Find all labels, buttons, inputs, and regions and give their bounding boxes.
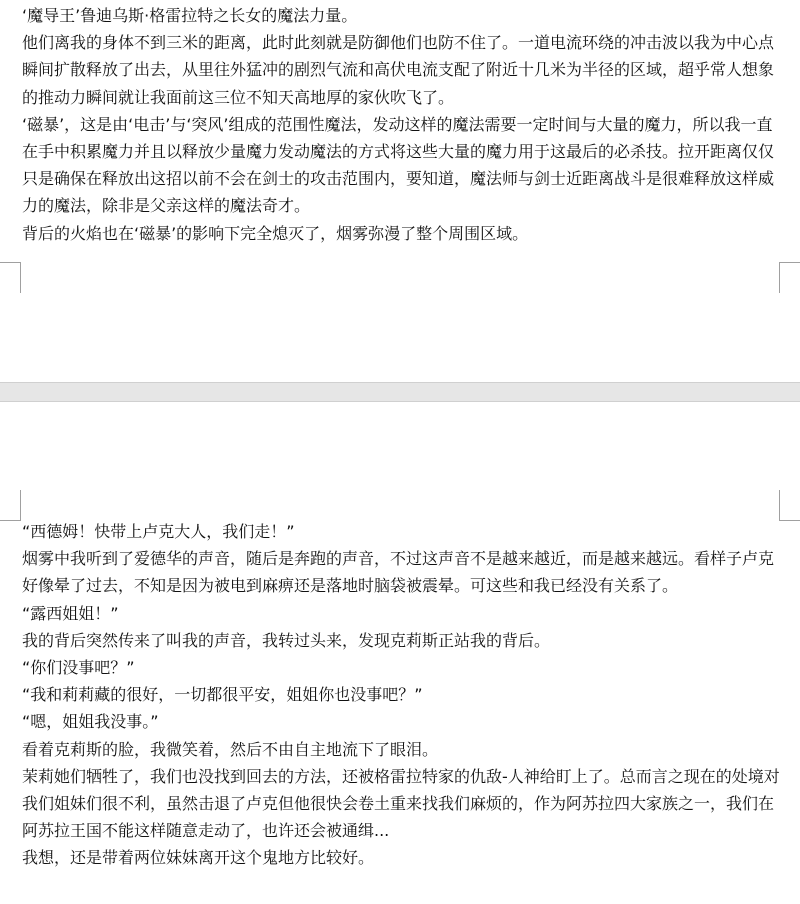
paragraph: “西德姆！快带上卢克大人，我们走！” (22, 522, 295, 541)
page-corner-mark-bottom-right (779, 262, 800, 293)
paragraph: 我想，还是带着两位妹妹离开这个鬼地方比较好。 (22, 848, 375, 868)
paragraph: 背后的火焰也在‘磁暴’的影响下完全熄灭了，烟雾弥漫了整个周围区域。 (22, 223, 529, 243)
document-page-1 (0, 0, 800, 382)
paragraph: 烟雾中我听到了爱德华的声音，随后是奔跑的声音，不过这声音不是越来越近，而是越来越远。看样子卢克好像晕了过去，不知是因为被电到麻痹还是落地时脑袋被震晕。可这些和我已经没有关系了。 (22, 549, 775, 596)
page-2-body[interactable] (22, 518, 782, 872)
paragraph: 看着克莉斯的脸，我微笑着，然后不由自主地流下了眼泪。 (22, 739, 439, 759)
paragraph: 茉莉她们牺牲了，我们也没找到回去的方法，还被格雷拉特家的仇敌-人神给盯上了。总而言之现在的处境对我们姐妹们很不利，虽然击退了卢克但他很快会卷土重来找我们麻烦的，作为阿苏拉四大家族之一，我们在阿苏拉王国不能这样随意走动了，也许还会被通缉... (22, 766, 780, 841)
paragraph: “我和莉莉藏的很好，一切都很平安，姐姐你也没事吧？” (22, 685, 423, 705)
paragraph: ‘魔导王’鲁迪乌斯·格雷拉特之长女的魔法力量。 (22, 6, 358, 25)
paragraph: 他们离我的身体不到三米的距离，此时此刻就是防御他们也防不住了。一道电流环绕的冲击波以我为中心点瞬间扩散释放了出去，从里往外猛冲的剧烈气流和高伏电流支配了附近十几米为半径的区域，超乎常人想象的推动力瞬间就让我面前这三位不知天高地厚的家伙吹飞了。 (22, 33, 775, 107)
page-1-body[interactable] (22, 2, 782, 247)
paragraph: 我的背后突然传来了叫我的声音，我转过头来，发现克莉斯正站我的背后。 (22, 630, 551, 650)
page-corner-mark-top-right (779, 490, 800, 521)
paragraph: “露西姐姐！” (22, 603, 119, 623)
paragraph: “嗯，姐姐我没事。” (22, 712, 159, 732)
document-page-2 (0, 402, 800, 904)
page-corner-mark-top-left (0, 490, 21, 521)
paragraph: “你们没事吧？” (22, 658, 135, 678)
paragraph: ‘磁暴’，这是由‘电击’与‘突风’组成的范围性魔法，发动这样的魔法需要一定时间与大量的魔力，所以我一直在手中积累魔力并且以释放少量魔力发动魔法的方式将这些大量的魔力用于这最后的必杀技。拉开距离仅仅只是确保在释放出这招以前不会在剑士的攻击范围内，要知道，魔法师与剑士近距离战斗是很难释放这样威力的魔法，除非是父亲这样的魔法奇才。 (22, 114, 775, 216)
page-separator (0, 382, 800, 402)
page-corner-mark-bottom-left (0, 262, 21, 293)
